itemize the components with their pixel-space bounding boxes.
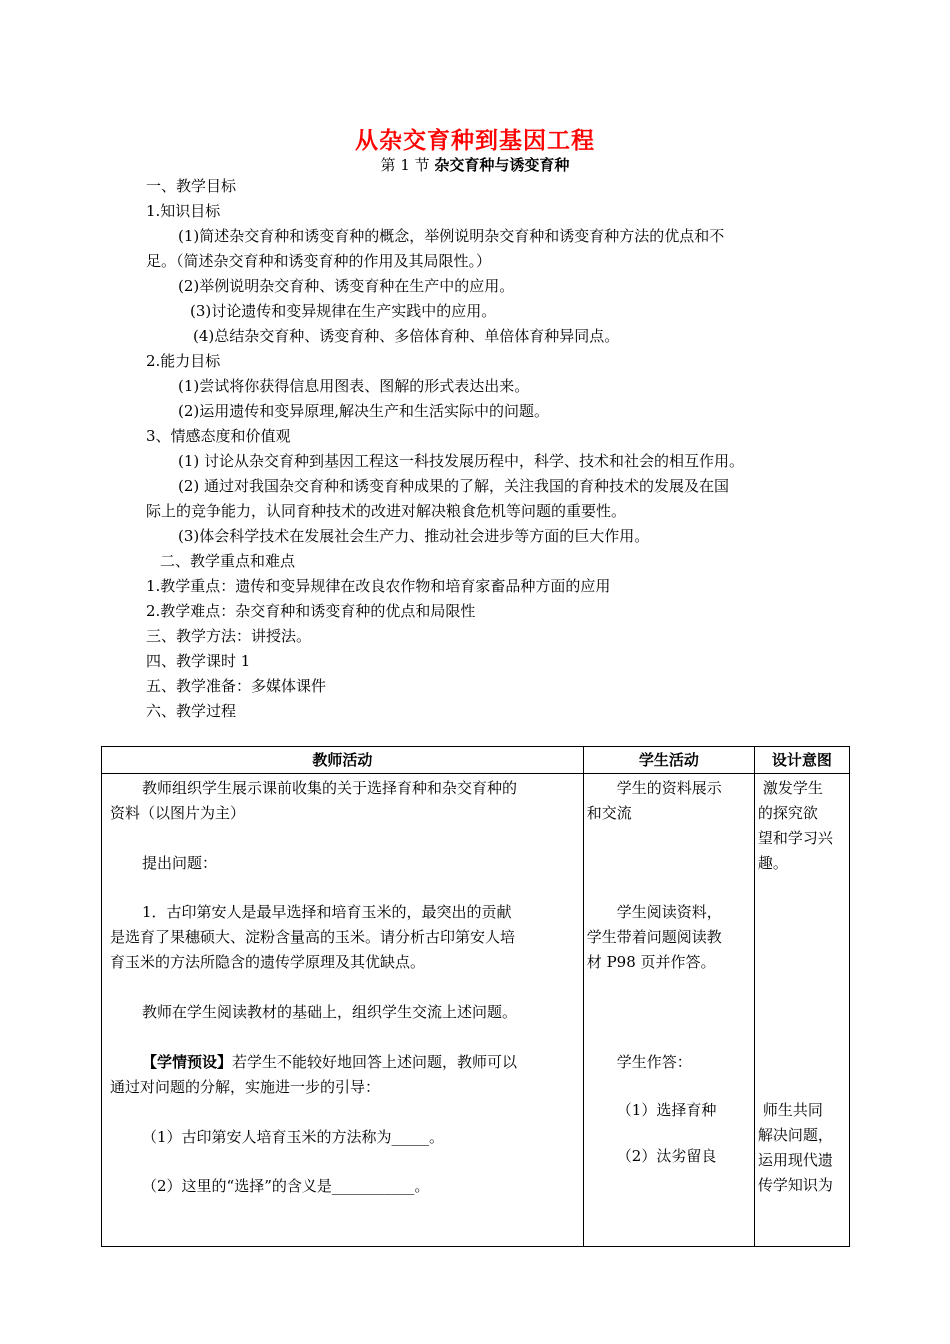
knowledge-goal-4: (4)总结杂交育种、诱变育种、多倍体育种、单倍体育种异同点。 bbox=[193, 327, 620, 345]
teacher-text: 提出问题： bbox=[142, 854, 218, 872]
heading-attitude-goals: 3、情感态度和价值观 bbox=[146, 427, 291, 445]
section-subtitle bbox=[0, 154, 950, 175]
student-text: 材 P98 页并作答。 bbox=[586, 953, 716, 971]
difficult-point: 2.教学难点：杂交育种和诱变育种的优点和局限性 bbox=[146, 602, 476, 620]
teacher-text: 教师在学生阅读教材的基础上，组织学生交流上述问题。 bbox=[142, 1003, 518, 1021]
table-row bbox=[102, 774, 850, 1247]
student-text: 学生阅读资料， bbox=[616, 903, 722, 921]
heading-teaching-goals: 一、教学目标 bbox=[146, 177, 237, 195]
heading-preparation: 五、教学准备：多媒体课件 bbox=[146, 677, 327, 695]
student-text: 学生作答： bbox=[616, 1053, 692, 1071]
teacher-text: 育玉米的方法所隐含的遗传学原理及其优缺点。 bbox=[110, 953, 426, 971]
design-intent-cell bbox=[754, 774, 849, 1247]
attitude-goal-2a: (2) 通过对我国杂交育种和诱变育种成果的了解，关注我国的育种技术的发展及在国 bbox=[178, 477, 730, 495]
ability-goal-1: (1)尝试将你获得信息用图表、图解的形式表达出来。 bbox=[178, 377, 530, 395]
teacher-text: 若学生不能较好地回答上述问题，教师可以 bbox=[232, 1053, 518, 1071]
header-student-activity: 学生活动 bbox=[583, 747, 754, 774]
knowledge-goal-2: (2)举例说明杂交育种、诱变育种在生产中的应用。 bbox=[178, 277, 515, 295]
heading-class-hours: 四、教学课时 1 bbox=[146, 652, 251, 670]
design-text: 的探究欲 bbox=[757, 804, 818, 822]
attitude-goal-3: (3)体会科学技术在发展社会生产力、推动社会进步等方面的巨大作用。 bbox=[178, 527, 650, 545]
teaching-process-table bbox=[101, 746, 850, 1247]
teacher-text: 通过对问题的分解，实施进一步的引导： bbox=[110, 1078, 381, 1096]
knowledge-goal-1b: 足。（简述杂交育种和诱变育种的作用及其局限性。） bbox=[146, 252, 492, 270]
student-text: （1）选择育种 bbox=[616, 1101, 717, 1119]
design-text: 望和学习兴 bbox=[757, 829, 833, 847]
knowledge-goal-1a: (1)简述杂交育种和诱变育种的概念，举例说明杂交育种和诱变育种方法的优点和不 bbox=[178, 227, 725, 245]
teacher-activity-cell bbox=[102, 774, 584, 1247]
key-point: 1.教学重点：遗传和变异规律在改良农作物和培育家畜品种方面的应用 bbox=[146, 577, 611, 595]
design-text: 趣。 bbox=[757, 854, 788, 872]
header-teacher-activity: 教师活动 bbox=[102, 747, 584, 774]
heading-ability-goals: 2.能力目标 bbox=[146, 352, 221, 370]
teacher-text: 资料（以图片为主） bbox=[110, 804, 246, 822]
design-text: 传学知识为 bbox=[757, 1176, 833, 1194]
ability-goal-2: (2)运用遗传和变异原理,解决生产和生活实际中的问题。 bbox=[178, 402, 550, 420]
knowledge-goal-3: (3)讨论遗传和变异规律在生产实践中的应用。 bbox=[190, 302, 497, 320]
teacher-text: 是选育了果穗硕大、淀粉含量高的玉米。请分析古印第安人培 bbox=[110, 928, 516, 946]
design-text: 解决问题， bbox=[757, 1126, 833, 1144]
document-title: 从杂交育种到基因工程 bbox=[355, 128, 595, 154]
teacher-text: 1．古印第安人是最早选择和培育玉米的，最突出的贡献 bbox=[142, 903, 512, 921]
heading-knowledge-goals: 1.知识目标 bbox=[146, 202, 221, 220]
student-text: 学生的资料展示 bbox=[616, 779, 722, 797]
heading-teaching-process: 六、教学过程 bbox=[146, 702, 237, 720]
student-text: 和交流 bbox=[586, 804, 632, 822]
teacher-text: （1）古印第安人培育玉米的方法称为_____。 bbox=[142, 1128, 445, 1146]
teacher-text: 教师组织学生展示课前收集的关于选择育种和杂交育种的 bbox=[142, 779, 518, 797]
header-design-intent: 设计意图 bbox=[754, 747, 849, 774]
learning-preset-label: 【学情预设】 bbox=[142, 1053, 233, 1071]
heading-key-points: 二、教学重点和难点 bbox=[160, 552, 296, 570]
section-number: 第 1 节 bbox=[380, 156, 430, 174]
design-text: 运用现代遗 bbox=[757, 1151, 833, 1169]
section-name: 杂交育种与诱变育种 bbox=[434, 156, 570, 174]
heading-teaching-method: 三、教学方法：讲授法。 bbox=[146, 627, 312, 645]
student-activity-cell bbox=[583, 774, 754, 1247]
teacher-text: （2）这里的“选择”的含义是___________。 bbox=[142, 1177, 430, 1195]
design-text: 师生共同 bbox=[762, 1101, 823, 1119]
table-header-row bbox=[102, 747, 850, 774]
design-text: 激发学生 bbox=[762, 779, 823, 797]
student-text: 学生带着问题阅读教 bbox=[586, 928, 722, 946]
attitude-goal-2b: 际上的竞争能力，认同育种技术的改进对解决粮食危机等问题的重要性。 bbox=[146, 502, 627, 520]
teacher-text bbox=[142, 1050, 517, 1075]
student-text: （2）汰劣留良 bbox=[616, 1147, 717, 1165]
attitude-goal-1: (1) 讨论从杂交育种到基因工程这一科技发展历程中，科学、技术和社会的相互作用。 bbox=[178, 452, 745, 470]
